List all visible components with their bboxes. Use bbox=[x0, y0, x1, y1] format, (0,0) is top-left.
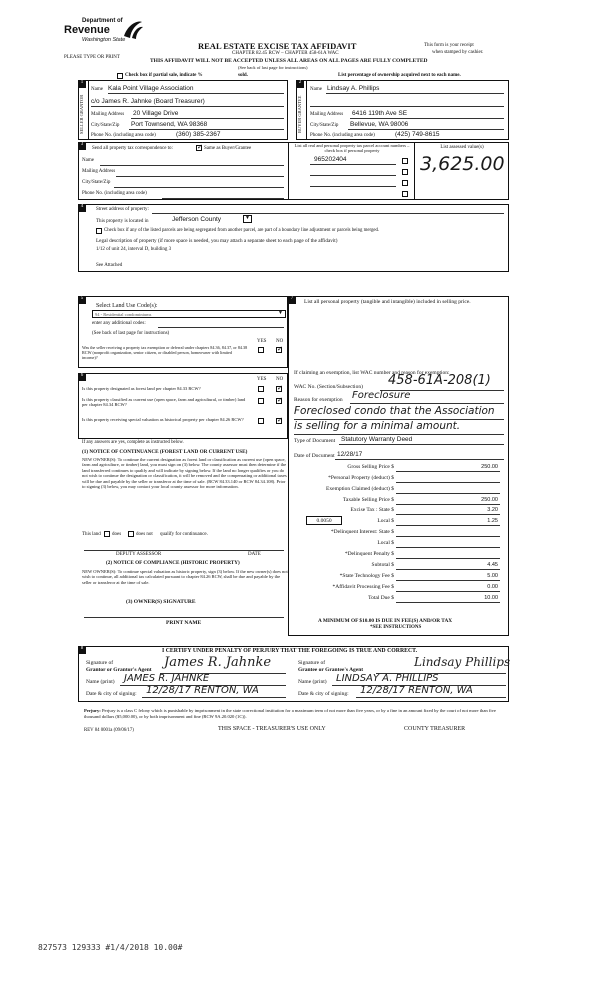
forest-yes-checkbox[interactable] bbox=[258, 386, 264, 392]
historic-yes-checkbox[interactable] bbox=[258, 418, 264, 424]
reason-value[interactable]: Foreclosure bbox=[352, 390, 411, 401]
parcel-1-personal-checkbox[interactable] bbox=[402, 158, 408, 164]
tax-row-label: *Delinquent Interest: State $ bbox=[330, 529, 394, 535]
partial-sale-checkbox[interactable] bbox=[117, 73, 123, 79]
grantee-date-label: Date & city of signing: bbox=[298, 691, 349, 697]
seller-name-2[interactable]: c/o James R. Jahnke (Board Treasurer) bbox=[91, 98, 205, 105]
minimum-due: A MINIMUM OF $10.00 IS DUE IN FEE(S) AND/OR TAX bbox=[318, 618, 453, 624]
forest-question: Is this property designated as forest land per chapter 84.33 RCW? bbox=[82, 386, 201, 391]
corr-address-label: Mailing Address bbox=[82, 169, 116, 174]
seller-phone-label: Phone No. (including area code) bbox=[91, 133, 156, 138]
historic-question: Is this property receiving special valuation as historical property per chapter 84.26 RCW? bbox=[82, 417, 244, 422]
tax-row-label: Local $ bbox=[377, 518, 394, 524]
doc-date-label: Date of Document bbox=[294, 453, 335, 459]
exempt-question: Was the seller receiving a property tax exemption or deferral under chapters 84.36, 84.37, or 84.38 RCW (nonprofit organization, senior citizen, or disabled person, homeowner with limited income)? bbox=[82, 345, 248, 360]
reason-line-1[interactable]: Foreclosed condo that the Association bbox=[294, 405, 495, 417]
corr-city-label: City/State/Zip bbox=[82, 180, 111, 185]
tax-row-label: *Delinquent Penalty $ bbox=[344, 551, 394, 557]
dor-logo bbox=[64, 18, 144, 50]
county-select[interactable]: Jefferson County bbox=[172, 216, 222, 223]
section-1-number: 1 bbox=[78, 80, 86, 88]
segregated-note: Check box if any of the listed parcels are being segregated from another parcel, are part of a boundary line adjustment or parcels being merged. bbox=[104, 228, 380, 233]
compliance-title: (2) NOTICE OF COMPLIANCE (HISTORIC PROPERTY) bbox=[106, 560, 240, 566]
tax-row-value[interactable]: 10.00 bbox=[484, 595, 498, 601]
land-use-see-back: (See back of last page for instructions) bbox=[92, 331, 170, 336]
agency-line3: Washington State bbox=[82, 37, 126, 43]
historic-no-checkbox[interactable] bbox=[276, 418, 282, 424]
print-name-label: PRINT NAME bbox=[166, 620, 202, 626]
legal-line-1[interactable]: 1/12 of unit 24, interval D, building 3 bbox=[96, 247, 172, 252]
form-chapter: CHAPTER 82.45 RCW – CHAPTER 458-61A WAC bbox=[232, 51, 339, 56]
seller-city[interactable]: Port Townsend, WA 98368 bbox=[131, 121, 208, 128]
section-8-number: 8 bbox=[78, 646, 86, 654]
corr-name-label: Name bbox=[82, 158, 94, 163]
parcel-3-personal-checkbox[interactable] bbox=[402, 180, 408, 186]
grantor-date-label: Date & city of signing: bbox=[86, 691, 137, 697]
ownership-note: List percentage of ownership acquired next to each name. bbox=[338, 73, 461, 78]
buyer-address-label: Mailing Address bbox=[310, 112, 344, 117]
reason-line-2[interactable]: is selling for a minimal amount. bbox=[294, 420, 461, 432]
recording-stamp: 827573 129333 #1/4/2018 10.00# bbox=[38, 943, 183, 952]
land-use-yes-header: YES bbox=[257, 339, 267, 344]
seller-address-label: Mailing Address bbox=[91, 112, 125, 117]
assessed-value[interactable]: 3,625.00 bbox=[420, 153, 505, 175]
perjury-note bbox=[84, 708, 508, 719]
legal-line-2[interactable]: See Attached bbox=[96, 263, 123, 268]
section-7-number: 7 bbox=[288, 296, 296, 304]
seller-address[interactable]: 20 Village Drive bbox=[133, 110, 179, 117]
tax-row-value[interactable]: 250.00 bbox=[481, 464, 498, 470]
grantor-name-label: Name (print) bbox=[86, 679, 115, 685]
county-treasurer: COUNTY TREASURER bbox=[404, 726, 466, 732]
qualify-label: qualify for continuance. bbox=[160, 532, 208, 537]
grantee-name-print[interactable]: LINDSAY A. PHILLIPS bbox=[336, 673, 439, 684]
current-use-no-checkbox[interactable] bbox=[276, 398, 282, 404]
grantee-sig-label-2: Grantee or Grantee's Agent bbox=[298, 667, 364, 673]
deputy-assessor-label: DEPUTY ASSESSOR bbox=[116, 552, 162, 557]
if-any-yes: If any answers are yes, complete as instructed below. bbox=[82, 440, 184, 445]
same-as-buyer-label: Same as Buyer/Grantee bbox=[204, 146, 252, 151]
buyer-side-label: BUYER GRANTEE bbox=[297, 95, 302, 133]
dor-logo-icon bbox=[122, 18, 144, 40]
land-does-checkbox[interactable] bbox=[104, 531, 110, 537]
buyer-city-label: City/State/Zip bbox=[310, 123, 339, 128]
seller-city-label: City/State/Zip bbox=[91, 123, 120, 128]
see-back-note: (See back of last page for instructions) bbox=[238, 65, 308, 70]
land-does-not-label: does not bbox=[136, 532, 153, 537]
tax-row-value[interactable]: 5.00 bbox=[487, 573, 498, 579]
grantor-sig-label-1: Signature of bbox=[86, 660, 114, 666]
street-label: Street address of property: bbox=[96, 207, 149, 212]
continuance-title: (1) NOTICE OF CONTINUANCE (FOREST LAND OR CURRENT USE) bbox=[82, 449, 248, 455]
agency-line2: Revenue bbox=[64, 24, 110, 36]
parcels-header: List all real and personal property tax parcel account numbers – check box if personal property bbox=[294, 143, 410, 154]
tax-row-label: *Personal Property (deduct) $ bbox=[328, 475, 394, 481]
tax-row-label: Subtotal $ bbox=[371, 562, 394, 568]
correspondence-label: Send all property tax correspondence to: bbox=[92, 146, 173, 151]
land-does-not-checkbox[interactable] bbox=[128, 531, 134, 537]
form-warning: THIS AFFIDAVIT WILL NOT BE ACCEPTED UNLESS ALL AREAS ON ALL PAGES ARE FULLY COMPLETED bbox=[150, 58, 428, 64]
doc-date[interactable]: 12/28/17 bbox=[337, 451, 363, 458]
doc-type[interactable]: Statutory Warranty Deed bbox=[341, 436, 413, 443]
assessed-header: List assessed value(s) bbox=[440, 145, 484, 150]
parcel-2-personal-checkbox[interactable] bbox=[402, 169, 408, 175]
tax-row-label: *Affidavit Processing Fee $ bbox=[332, 584, 394, 590]
grantor-signature[interactable]: James R. Jahnke bbox=[164, 655, 272, 670]
tax-row-label: Taxable Selling Price $ bbox=[342, 497, 394, 503]
land-use-no-header: NO bbox=[276, 339, 284, 344]
partial-sale-label: Check box if partial sale, indicate % bbox=[125, 73, 203, 78]
buyer-city[interactable]: Bellevue, WA 98006 bbox=[350, 121, 409, 128]
receipt-note-1: This form is your receipt bbox=[424, 43, 474, 48]
section-5-number: 5 bbox=[78, 296, 86, 304]
compliance-body: NEW OWNER(S): To continue special valuation as historic property, sign (3) below. If the new owner(s) does not wish to continue, all additional tax calculated pursuant to chapter 84.26 RCW, shall be due and payable by the seller or transferor at the time of sale. bbox=[82, 569, 288, 585]
local-rate[interactable]: 0.0050 bbox=[306, 516, 342, 525]
tax-row-label: Total Due $ bbox=[368, 595, 394, 601]
section-4-number: 4 bbox=[78, 204, 86, 212]
tax-row-value[interactable]: 3.20 bbox=[487, 507, 498, 513]
s6-yes-header: YES bbox=[257, 377, 267, 382]
parcel-4-personal-checkbox[interactable] bbox=[402, 191, 408, 197]
type-or-print: PLEASE TYPE OR PRINT bbox=[64, 55, 120, 60]
land-does-label: does bbox=[112, 532, 122, 537]
section-6-number: 6 bbox=[78, 373, 86, 381]
tax-row-value[interactable]: 250.00 bbox=[481, 497, 498, 503]
section-3-number: 3 bbox=[78, 142, 86, 150]
grantor-sig-label-2: Grantor or Grantor's Agent bbox=[86, 667, 152, 673]
grantee-date-city[interactable]: 12/28/17 RENTON, WA bbox=[360, 685, 473, 696]
buyer-name-label: Name bbox=[310, 87, 322, 92]
section-2-number: 2 bbox=[296, 80, 304, 88]
seller-name[interactable]: Kala Point Village Association bbox=[108, 85, 194, 92]
owner-signature-label: (3) OWNER(S) SIGNATURE bbox=[126, 599, 196, 605]
same-as-buyer-checkbox[interactable] bbox=[196, 145, 202, 151]
tax-row-label: Excise Tax : State $ bbox=[350, 507, 394, 513]
land-use-label: Select Land Use Code(s): bbox=[96, 303, 158, 309]
this-land-label: This land bbox=[82, 532, 101, 537]
rev-number: REV 84 0001a (09/06/17) bbox=[84, 728, 134, 733]
form-title: REAL ESTATE EXCISE TAX AFFIDAVIT bbox=[198, 41, 357, 51]
forest-no-checkbox[interactable] bbox=[276, 386, 282, 392]
tax-row-label: *State Technology Fee $ bbox=[339, 573, 394, 579]
located-in-label: This property is located in bbox=[96, 219, 149, 224]
land-use-dropdown-icon[interactable]: ▼ bbox=[278, 311, 283, 316]
seller-phone[interactable]: (360) 385-2367 bbox=[176, 131, 221, 138]
buyer-name[interactable]: Lindsay A. Phillips bbox=[327, 85, 380, 92]
segregated-checkbox[interactable] bbox=[96, 228, 102, 234]
reason-label: Reason for exemption bbox=[294, 397, 343, 403]
county-dropdown-icon[interactable]: ▼ bbox=[243, 215, 252, 223]
corr-phone-label: Phone No. (including area code) bbox=[82, 191, 147, 196]
seller-side-label: SELLER GRANTOR bbox=[79, 94, 84, 134]
tax-row-value[interactable]: 4.45 bbox=[487, 562, 498, 568]
grantee-name-label: Name (print) bbox=[298, 679, 327, 685]
wac-value[interactable]: 458-61A-208(1) bbox=[388, 373, 491, 388]
see-instructions: *SEE INSTRUCTIONS bbox=[370, 625, 422, 630]
current-use-question: Is this property classified as current use (open space, farm and agricultural, or timber) land per chapter 84.34 RCW? bbox=[82, 397, 246, 408]
tax-row-label: Exemption Claimed (deduct) $ bbox=[326, 486, 394, 492]
s6-no-header: NO bbox=[276, 377, 284, 382]
tax-table bbox=[292, 464, 506, 608]
perjury-text: Perjury is a class C felony which is punishable by imprisonment in the state correctional institution for a maximum term of not more than five years, or by a fine in an amount fixed by the court of not more than five thousand dollars ($5,000.00), or by both imprisonment and fine (RCW 9A.20.020 (1C)). bbox=[84, 708, 496, 719]
current-use-yes-checkbox[interactable] bbox=[258, 398, 264, 404]
personal-property-label: List all personal property (tangible and intangible) included in selling price. bbox=[304, 299, 471, 305]
buyer-address[interactable]: 6416 119th Ave SE bbox=[352, 110, 408, 117]
grantor-date-city[interactable]: 12/28/17 RENTON, WA bbox=[146, 685, 259, 696]
parcel-number[interactable]: 965202404 bbox=[314, 156, 347, 163]
land-use-select[interactable]: 94 - Residential condominiums bbox=[92, 310, 286, 318]
exempt-no-checkbox[interactable] bbox=[276, 347, 282, 353]
tax-row-value[interactable]: 1.25 bbox=[487, 518, 498, 524]
sold-label: sold. bbox=[238, 73, 248, 78]
buyer-phone[interactable]: (425) 749-8615 bbox=[395, 131, 440, 138]
additional-codes-label: enter any additional codes: bbox=[92, 321, 146, 326]
grantee-signature[interactable]: Lindsay Phillips bbox=[414, 655, 511, 669]
exemption-claim-label: If claiming an exemption, list WAC number and reason for exemption: bbox=[294, 370, 450, 376]
doc-type-label: Type of Document bbox=[294, 438, 336, 444]
tax-row-label: Gross Selling Price $ bbox=[347, 464, 394, 470]
receipt-note-2: when stamped by cashier. bbox=[432, 50, 484, 55]
tax-row-label: Local $ bbox=[377, 540, 394, 546]
buyer-phone-label: Phone No. (including area code) bbox=[310, 133, 375, 138]
wac-label: WAC No. (Section/Subsection) bbox=[294, 384, 363, 390]
legal-label: Legal description of property (if more space is needed, you may attach a separate sheet to each page of the affidavit) bbox=[96, 238, 338, 244]
seller-name-label: Name bbox=[91, 87, 103, 92]
agency-line1: Department of bbox=[82, 18, 123, 24]
exempt-yes-checkbox[interactable] bbox=[258, 347, 264, 353]
continuance-body: NEW OWNER(S): To continue the current designation as forest land or classification as current use (open space, farm and agriculture, or timber) land, you must sign on (3) below. The county assessor must then determine if the land transferred continues to qualify and will indicate by signing below. If the land no longer qualifies or you do not wish to continue the designation or classification, it will be removed and the compensating or additional taxes will be due and payable by the seller or transferor at the time of sale. (RCW 84.33.140 or RCW 84.34.108). Prior to signing (3) below, you may contact your local county assessor for more information. bbox=[82, 457, 287, 490]
certify-statement: I CERTIFY UNDER PENALTY OF PERJURY THAT THE FOREGOING IS TRUE AND CORRECT. bbox=[162, 648, 418, 654]
perjury-label: Perjury: bbox=[84, 708, 101, 713]
treasurer-use: THIS SPACE - TREASURER'S USE ONLY bbox=[218, 726, 326, 732]
assessor-date-label: DATE bbox=[248, 552, 261, 557]
tax-row-value[interactable]: 0.00 bbox=[487, 584, 498, 590]
grantee-sig-label-1: Signature of bbox=[298, 660, 326, 666]
grantor-name-print[interactable]: JAMES R. JAHNKE bbox=[124, 673, 210, 684]
